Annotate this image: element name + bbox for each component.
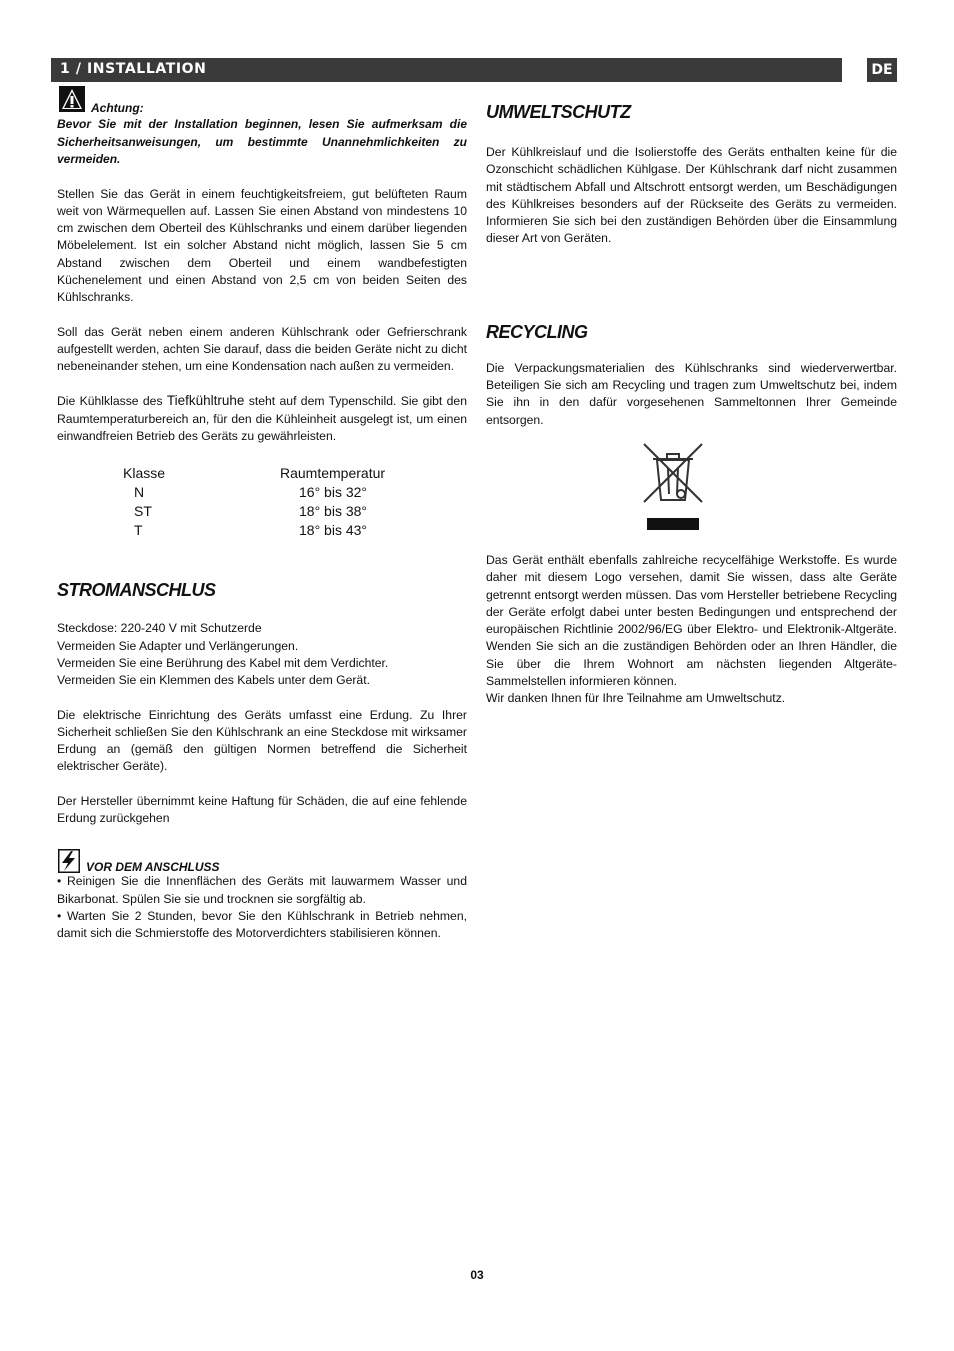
table-row: N 16° bis 32° <box>134 484 368 501</box>
warning-heading <box>57 86 467 116</box>
right-column <box>486 100 897 708</box>
section-header-bar <box>51 58 842 82</box>
left-column <box>57 86 467 943</box>
page-number: 03 <box>470 1268 484 1282</box>
table-header-klasse: Klasse <box>123 465 166 482</box>
table-header-raumtemperatur: Raumtemperatur <box>280 465 386 482</box>
warning-text: Bevor Sie mit der Installation beginnen, lesen Sie aufmerksam die Sicherheitsanweisungen, um bestimmte Unannehmlichkeiten zu vermeiden. <box>57 117 467 166</box>
climate-class-table <box>123 464 385 540</box>
bullet-cleaning: • Reinigen Sie die Innenflächen des Geräts mit lauwarmem Wasser und Bikarbonat. Spülen Sie sie und trocknen sie sorgfältig ab. <box>57 874 467 906</box>
cable-compressor-line: Vermeiden Sie eine Berührung des Kabel mit dem Verdichter. <box>57 655 389 670</box>
section-title: 1 / INSTALLATION <box>60 61 207 77</box>
liability-paragraph: Der Hersteller übernimmt keine Haftung für Schäden, die auf eine fehlende Erdung zurückgehen <box>57 793 467 826</box>
crossed-bin-icon <box>641 440 705 534</box>
cable-clamp-line: Vermeiden Sie ein Klemmen des Kabels unter dem Gerät. <box>57 673 370 688</box>
climate-class-paragraph: Die Kühlklasse des Tiefkühltruhe steht auf dem Typenschild. Sie gibt den Raumtemperaturbereich an, für den die Kühleinheit ausgelegt ist, um einen einwandfreien Betrieb des Geräts zu gewährleisten. <box>57 393 467 444</box>
heading-umweltschutz: UMWELTSCHUTZ <box>486 102 631 122</box>
table-row: T 18° bis 43° <box>134 522 368 539</box>
heading-stromanschlus: STROMANSCHLUS <box>57 580 216 601</box>
socket-line: Steckdose: 220-240 V mit Schutzerde <box>57 621 262 636</box>
vor-dem-anschluss-heading <box>57 849 467 873</box>
placement-paragraph: Stellen Sie das Gerät in einem feuchtigkeitsfreiem, gut belüfteten Raum weit von Wärmequellen auf. Lassen Sie einen Abstand von mindestens 10 cm zwischen dem Oberteil des Kühlschranks und einem darüber liegenden Möbelelement. Ist ein solcher Abstand nicht möglich, lassen Sie 5 cm Abstand zwischen dem Oberteil und einem wandbefestigten Küchenelement und einen Abstand von 2,5 cm von beiden Seiten des Kühlschranks. <box>57 186 467 305</box>
bullet-waiting: • Warten Sie 2 Stunden, bevor Sie den Kühlschrank in Betrieb nehmen, damit sich die Schmierstoffe des Motorverdichters stabilisieren können. <box>57 908 467 941</box>
table-row: ST 18° bis 38° <box>134 503 368 520</box>
packaging-paragraph: Die Verpackungsmaterialien des Kühlschranks sind wiederverwertbar. Beteiligen Sie sich am Recycling und tragen zum Umweltschutz bei, indem Sie ihn in den dafür vorgesehenen Sammeltonnen Ihrer Gemeinde entsorgen. <box>486 360 897 427</box>
language-badge: DE <box>867 58 897 82</box>
heading-recycling: RECYCLING <box>486 321 588 342</box>
thanks-line: Wir danken Ihnen für Ihre Teilnahme am Umweltschutz. <box>486 691 786 706</box>
vor-dem-anschluss-label: VOR DEM ANSCHLUSS <box>86 860 220 875</box>
grounding-paragraph: Die elektrische Einrichtung des Geräts umfasst eine Erdung. Zu Ihrer Sicherheit schließen Sie den Kühlschrank an eine Steckdose mit wirksamer Erdung an (gemäß den gültigen Normen betreffend die Sicherheit elektrischer Geräte). <box>57 707 467 774</box>
environment-paragraph: Der Kühlkreislauf und die Isolierstoffe des Geräts enthalten keine für die Ozonschicht schädlichen Kühlgase. Der Kühlschrank darf nicht zusammen mit städtischem Abfall und Altschrott entsorgt werden, um Beschädigungen des Kühlkreises besonders auf der Rückseite des Geräts zu vermeiden. Informieren Sie sich bei den zuständigen Behörden über die Einsammlung dieser Art von Geräten. <box>486 145 897 246</box>
weee-paragraph: Das Gerät enthält ebenfalls zahlreiche recycelfähige Werkstoffe. Es wurde daher mit diesem Logo versehen, damit Sie wissen, dass alte Geräte getrennt entsorgt werden müssen. Das vom Hersteller betriebene Recycling der Geräte erfolgt dabei unter besten Bedingungen und entsprechend der europäischen Richtlinie 2002/96/EG über Elektro- und Elektronik-Altgeräte. Wenden Sie sich an die zuständigen Behörden oder an Ihren Händler, die Sie über die Ihrem Wohnort am nächsten liegenden Altgeräte-Sammelstellen informieren können. <box>486 552 897 689</box>
warning-icon <box>59 86 85 112</box>
adapter-line: Vermeiden Sie Adapter und Verlängerungen. <box>57 638 299 653</box>
adjacent-appliance-paragraph: Soll das Gerät neben einem anderen Kühlschrank oder Gefrierschrank aufgestellt werden, achten Sie darauf, dass die beiden Geräte nicht zu dicht nebeneinander stehen, um eine Kondensation nach außen zu vermeiden. <box>57 324 467 374</box>
warning-label: Achtung: <box>91 101 144 115</box>
lightning-icon <box>58 849 80 873</box>
